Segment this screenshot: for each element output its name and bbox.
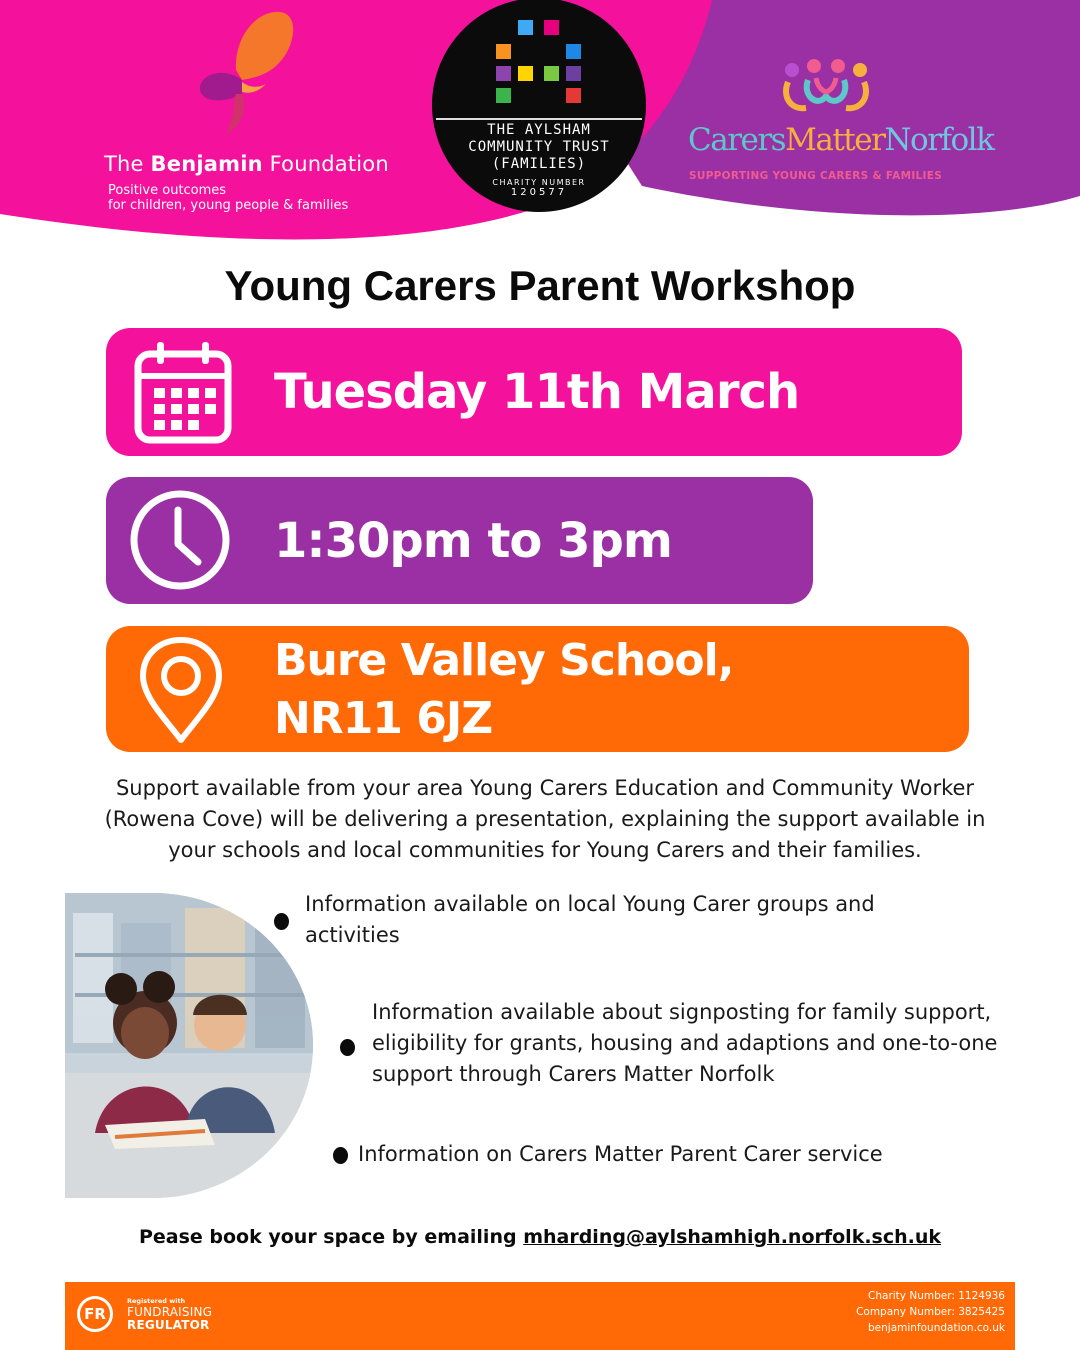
carers-matter-people-icon — [778, 56, 874, 116]
aylsham-divider — [436, 118, 642, 120]
fr-registered-label: Registered with — [127, 1297, 186, 1305]
bullet-item: Information available on local Young Carer groups and activities — [305, 892, 875, 947]
location-banner — [106, 626, 969, 752]
bullet-dot — [333, 1147, 348, 1164]
children-reading-photo — [65, 893, 313, 1198]
trust-name-line: COMMUNITY TRUST — [468, 139, 610, 155]
event-location — [274, 632, 733, 748]
booking-instructions — [0, 1226, 1080, 1248]
bullet-dot — [274, 913, 289, 930]
event-description: Support available from your area Young Carers Education and Community Worker (Rowena Cove) will be delivering a presentation, explaining the support available in your schools and local communities for Young Carers and their families. — [104, 776, 986, 862]
carers-matter-tagline: SUPPORTING YOUNG CARERS & FAMILIES — [689, 170, 943, 182]
footer-details — [856, 1288, 1005, 1336]
clock-icon — [128, 488, 232, 592]
trust-name-line: THE AYLSHAM — [487, 122, 591, 138]
bullet-item: Information on Carers Matter Parent Carer service — [358, 1142, 883, 1166]
aylsham-squares-icon — [494, 18, 586, 110]
page-title: Young Carers Parent Workshop — [224, 262, 856, 309]
fr-word: FUNDRAISING — [127, 1305, 213, 1319]
charity-number: 120577 — [510, 187, 568, 198]
children-reading-illustration — [65, 893, 313, 1198]
event-time: 1:30pm to 3pm — [274, 513, 672, 569]
benjamin-foundation-name: The Benjamin Foundation — [104, 152, 389, 176]
bullet-item: Information available about signposting for family support, eligibility for grants, housing and adaptions and one-to-one support through Carers Matter Norfolk — [372, 1000, 998, 1086]
benjamin-foundation-tagline — [108, 183, 408, 213]
bullet-dot — [340, 1039, 355, 1056]
aylsham-trust-name — [432, 122, 646, 173]
time-banner — [106, 477, 813, 604]
location-line: NR11 6JZ — [274, 693, 493, 744]
website-link[interactable]: benjaminfoundation.co.uk — [868, 1322, 1005, 1334]
trust-name-line: (FAMILIES) — [491, 156, 587, 172]
tagline-line: for children, young people & families — [108, 198, 349, 213]
calendar-icon — [134, 340, 232, 444]
booking-text: Pease book your space by emailing — [138, 1226, 524, 1248]
charity-number: Charity Number: 1124936 — [868, 1290, 1005, 1302]
event-date: Tuesday 11th March — [274, 364, 800, 420]
booking-email-link[interactable]: mharding@aylshamhigh.norfolk.sch.uk — [523, 1226, 942, 1248]
fr-word: REGULATOR — [127, 1318, 210, 1332]
carers-matter-norfolk-name: CarersMatterNorfolk — [688, 122, 994, 158]
location-line: Bure Valley School, — [274, 635, 734, 686]
location-pin-icon — [138, 636, 224, 744]
aylsham-charity-number — [432, 178, 646, 198]
fundraising-regulator-badge: FR — [77, 1296, 113, 1332]
company-number: Company Number: 3825425 — [856, 1306, 1005, 1318]
benjamin-butterfly-icon — [196, 8, 306, 138]
footer-bar — [65, 1282, 1015, 1350]
date-banner — [106, 328, 962, 456]
tagline-line: Positive outcomes — [108, 183, 227, 198]
charity-label: CHARITY NUMBER — [492, 178, 586, 187]
